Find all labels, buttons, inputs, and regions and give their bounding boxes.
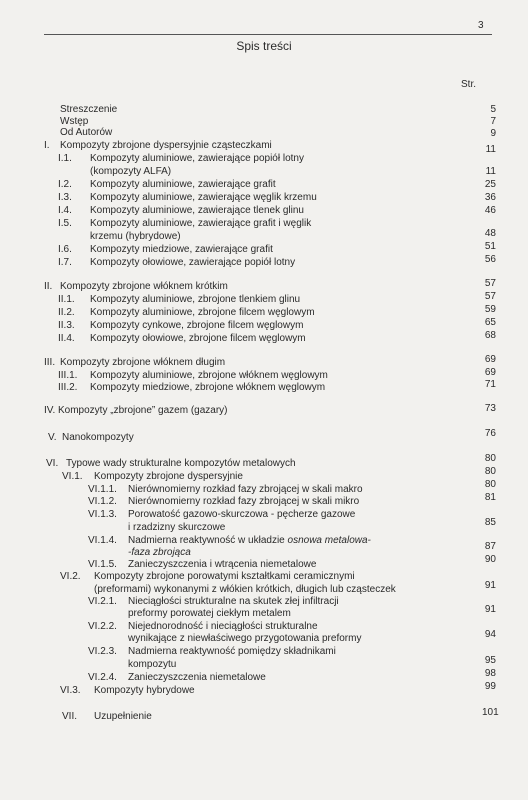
toc-entry-number: V. [48,432,57,443]
toc-entry-text: Streszczenie [60,104,118,115]
toc-entry-page: 73 [484,403,496,414]
toc-entry-title [90,244,273,255]
toc-entry-page: 69 [484,367,496,378]
toc-entry-text: Kompozyty „zbrojone” gazem (gazary) [58,405,228,416]
toc-entry-page: 98 [484,668,496,679]
toc-entry-text: Kompozyty aluminiowe, zbrojone włóknem węglowym [90,370,328,381]
page-column-label: Str. [461,79,477,90]
toc-entry-text: i rzadzizny skurczowe [128,522,226,533]
toc-entry-title [128,496,359,507]
toc-entry-number: II. [44,281,53,292]
toc-entry-page: 80 [484,466,496,477]
toc-entry-italic-text: -faza zbrojąca [128,547,191,558]
toc-entry-number: I.5. [58,218,72,229]
toc-entry-title [58,405,228,416]
toc-entry-text: Kompozyty zbrojone porowatymi kształtkami ceramicznymi [94,571,355,582]
toc-entry-page: 91 [484,604,496,615]
toc-entry-number: VI.1. [62,471,83,482]
toc-entry-title [60,281,228,292]
toc-entry-title [90,192,317,203]
toc-entry-text: Kompozyty zbrojone włóknem długim [60,357,226,368]
toc-entry-page: 48 [484,228,496,239]
toc-entry-number: II.2. [58,307,75,318]
toc-entry-page: 87 [484,541,496,552]
toc-entry-number: VI.1.2. [88,496,117,507]
toc-entry-number: I.3. [58,192,72,203]
toc-entry-title [128,672,266,683]
toc-entry-text: Nierównomierny rozkład fazy zbrojącej w skali mikro [128,496,360,507]
toc-entry-page: 76 [484,428,496,439]
toc-entry-text: (preformami) wykonanymi z włókien krótkich, długich lub cząsteczek [94,584,396,595]
toc-entry-number: III.2. [58,382,78,393]
toc-entry-text: Zanieczyszczenia niemetalowe [128,672,266,683]
toc-entry-page: 11 [485,166,496,177]
toc-entry-title [90,294,300,305]
toc-entry-text: Nieciągłości strukturalne na skutek złej infiltracji [128,596,339,607]
toc-entry-text: Kompozyty aluminiowe, zawierające grafit [90,179,276,190]
toc-entry-number: I.7. [58,257,72,268]
toc-entry-text: Kompozyty zbrojone włóknem krótkim [60,281,228,292]
toc-entry-title [62,432,134,443]
toc-entry-number: VI.1.4. [88,535,117,546]
toc-entry-number: I.4. [58,205,72,216]
toc-entry-page: 5 [490,104,496,115]
toc-entry-title [90,307,315,318]
toc-entry-title [128,559,316,570]
toc-entry-text: Wstęp [60,116,89,127]
toc-entry-number: VI.2.1. [88,596,117,607]
toc-entry-page: 57 [484,278,496,289]
toc-entry-text: krzemu (hybrydowe) [90,231,181,242]
toc-entry-title [128,547,191,558]
toc-entry-page: 81 [484,492,496,503]
toc-entry-page: 90 [484,554,496,565]
toc-entry-number: VI.2.4. [88,672,117,683]
toc-entry-page: 7 [490,116,496,127]
toc-entry-page: 9 [490,128,496,139]
toc-entry-text: Kompozyty zbrojone dyspersyjnie [94,471,243,482]
toc-entry-number: VI.1.3. [88,509,117,520]
toc-entry-title [90,153,304,164]
toc-entry-text: Kompozyty aluminiowe, zbrojone tlenkiem glinu [90,294,301,305]
toc-entry-text: Kompozyty miedziowe, zbrojone włóknem węglowym [90,382,326,393]
toc-entry-page: 69 [484,354,496,365]
toc-entry-page: 51 [484,241,496,252]
toc-entry-title [90,179,276,190]
toc-entry-text: Kompozyty aluminiowe, zbrojone filcem węglowym [90,307,315,318]
toc-entry-page: 36 [484,192,496,203]
toc-entry-title [128,608,291,619]
toc-entry-number: I.2. [58,179,72,190]
toc-entry-title [94,471,243,482]
toc-entry-text: Kompozyty zbrojone dyspersyjnie cząsteczkami [60,140,272,151]
toc-entry-title [128,646,336,657]
toc-entry-title [128,633,361,644]
toc-entry-title [90,218,311,229]
toc-entry-page: 99 [484,681,496,692]
toc-entry-page: 101 [482,707,499,718]
toc-entry-page: 80 [484,479,496,490]
toc-entry-text: Kompozyty aluminiowe, zawierające grafit i węglik [90,218,312,229]
toc-entry-text: Typowe wady strukturalne kompozytów metalowych [66,458,296,469]
toc-entry-page: 57 [484,291,496,302]
toc-entry-title [128,522,225,533]
toc-entry-title [128,596,339,607]
toc-entry-number: IV. [44,405,56,416]
toc-entry-number: VI.1.5. [88,559,117,570]
toc-entry-page: 11 [485,144,496,155]
toc-entry-text: Kompozyty ołowiowe, zawierające popiół lotny [90,257,296,268]
toc-entry-text: Nierównomierny rozkład fazy zbrojącej w skali makro [128,484,363,495]
toc-entry-page: 91 [484,580,496,591]
toc-entry-number: III.1. [58,370,78,381]
toc-entry-number: VI.1.1. [88,484,117,495]
toc-entry-number: VI. [46,458,59,469]
toc-entry-number: VI.2. [60,571,81,582]
toc-entry-title [90,382,325,393]
toc-entry-text: Kompozyty aluminiowe, zawierające popiół lotny [90,153,304,164]
toc-entry-number: VII. [62,711,78,722]
toc-entry-text: Niejednorodność i nieciągłości strukturalne [128,621,318,632]
toc-entry-text: Nadmierna reaktywność pomiędzy składnikami [128,646,336,657]
toc-entry-title [128,509,355,520]
toc-entry-title [90,257,295,268]
toc-entry-number: I.6. [58,244,72,255]
toc-entry-title [94,685,195,696]
toc-entry-text: (kompozyty ALFA) [90,166,172,177]
toc-entry-title [60,357,225,368]
toc-entry-number: III. [44,357,56,368]
toc-entry-page: 85 [484,517,496,528]
toc-entry-title [94,584,396,595]
toc-entry-title [128,621,318,632]
toc-entry-title [90,370,328,381]
toc-entry-number: II.3. [58,320,75,331]
toc-entry-title [128,484,363,495]
toc-entry-page: 59 [484,304,496,315]
toc-entry-page: 95 [484,655,496,666]
toc-entry-number: VI.3. [60,685,81,696]
toc-entry-text: Od Autorów [60,127,113,138]
toc-entry-page: 65 [484,317,496,328]
toc-entry-title [60,140,272,151]
toc-entry-page: 25 [484,179,496,190]
toc-entry-text: Kompozyty hybrydowe [94,685,195,696]
toc-entry-page: 46 [484,205,496,216]
toc-entry-title [90,231,181,242]
toc-entry-text: Kompozyty ołowiowe, zbrojone filcem węglowym [90,333,306,344]
toc-entry-text: Kompozyty aluminiowe, zawierające tlenek glinu [90,205,304,216]
toc-entry-title [94,711,152,722]
toc-entry-text: Zanieczyszczenia i wtrącenia niemetalowe [128,559,317,570]
toc-entry-number: VI.2.3. [88,646,117,657]
toc-entry-title [90,166,171,177]
toc-entry-text: Porowatość gazowo-skurczowa - pęcherze gazowe [128,509,356,520]
toc-entry-page: 68 [484,330,496,341]
toc-entry-text: Kompozyty miedziowe, zawierające grafit [90,244,273,255]
toc-entry-text: preformy porowatej ciekłym metalem [128,608,291,619]
toc-entry-text: Kompozyty cynkowe, zbrojone filcem węglowym [90,320,304,331]
toc-entry-title [90,205,304,216]
page-number: 3 [478,20,484,31]
toc-entry-text: Kompozyty aluminiowe, zawierające węglik krzemu [90,192,317,203]
toc-entry-title [66,458,296,469]
toc-entry-number: II.4. [58,333,75,344]
toc-entry-title [94,571,355,582]
toc-entry-title [60,116,88,127]
toc-entry-text: wynikające z niewłaściwego przygotowania preformy [128,633,362,644]
toc-title: Spis treści [236,39,292,53]
toc-entry-number: VI.2.2. [88,621,117,632]
toc-entry-number: I.1. [58,153,72,164]
toc-entry-title [60,104,117,115]
toc-entry-text: kompozytu [128,659,177,670]
toc-entry-number: I. [44,140,50,151]
toc-entry-number: II.1. [58,294,75,305]
toc-entry-title [90,333,306,344]
toc-entry-italic-text: osnowa metalowa- [287,535,371,546]
toc-entry-page: 71 [484,379,496,390]
toc-entry-title [128,659,176,670]
toc-entry-title [90,320,303,331]
toc-entry-page: 80 [484,453,496,464]
toc-entry-text: Uzupełnienie [94,711,152,722]
toc-entry-title [60,127,112,138]
toc-entry-text: Nanokompozyty [62,432,134,443]
toc-entry-text: Nadmierna reaktywność w układzie [128,535,288,546]
toc-entry-page: 56 [484,254,496,265]
toc-entry-title [128,535,371,546]
toc-entry-page: 94 [484,629,496,640]
